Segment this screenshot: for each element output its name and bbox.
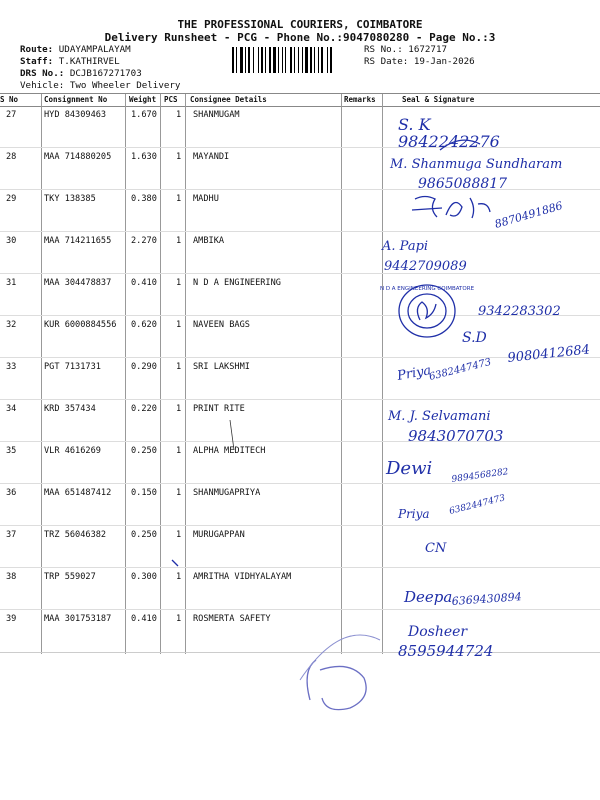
cell-weight: 1.630 (131, 152, 157, 162)
cell-sno: 36 (6, 488, 17, 498)
cell-consignment: PGT 7131731 (44, 362, 101, 372)
cell-sno: 39 (6, 614, 17, 624)
cell-weight: 0.220 (131, 404, 157, 414)
cell-sno: 33 (6, 362, 17, 372)
rs-date-label: RS Date: (364, 56, 409, 67)
cell-pcs: 1 (176, 194, 182, 204)
cell-consignee: MURUGAPPAN (193, 530, 245, 540)
signature-r30-name: A. Papi (382, 239, 429, 254)
stray-mark (172, 560, 178, 566)
route-label: Route: (20, 44, 54, 55)
col-header-weight: Weight (129, 95, 157, 104)
cell-sno: 29 (6, 194, 17, 204)
cell-consignment: MAA 301753187 (44, 614, 112, 624)
seal-text: N D A ENGINEERING COIMBATORE (379, 286, 475, 292)
seal-scribble (417, 302, 436, 320)
cell-consignee: AMBIKA (193, 236, 225, 246)
cell-pcs: 1 (176, 110, 182, 120)
signature-r29-phone: 8870491886 (493, 199, 565, 231)
signature-r37-mark: CN (425, 541, 447, 556)
signature-r39-name: Dosheer (408, 624, 468, 640)
cell-consignment: VLR 4616269 (44, 446, 101, 456)
cell-sno: 37 (6, 530, 17, 540)
cell-weight: 1.670 (131, 110, 157, 120)
stray-mark (230, 420, 234, 450)
cell-weight: 0.250 (131, 446, 157, 456)
cell-consignee: NAVEEN BAGS (193, 320, 250, 330)
cell-pcs: 1 (176, 572, 182, 582)
cell-pcs: 1 (176, 614, 182, 624)
cell-sno: 38 (6, 572, 17, 582)
signature-r36-name: Priya (398, 507, 430, 521)
signature-r32-phone: 9080412684 (506, 342, 591, 366)
cell-sno: 35 (6, 446, 17, 456)
cell-consignment: MAA 714211655 (44, 236, 112, 246)
signature-r31-phone: 9342283302 (478, 304, 561, 319)
signature-r33-phone: 6382447473 (428, 356, 493, 383)
cell-pcs: 1 (176, 488, 182, 498)
signature-r38-phone: 6369430894 (451, 590, 523, 608)
cell-weight: 0.300 (131, 572, 157, 582)
cell-consignment: KUR 6000884556 (44, 320, 117, 330)
col-header-pcs: PCS (164, 95, 178, 104)
staff-label: Staff: (20, 56, 54, 67)
cell-consignee: PRINT RITE (193, 404, 245, 414)
cell-weight: 0.290 (131, 362, 157, 372)
cell-consignee: N D A ENGINEERING (193, 278, 281, 288)
signature-r28-name: M. Shanmuga Sundharam (390, 157, 563, 172)
cell-consignee: ALPHA MEDITECH (193, 446, 266, 456)
cell-consignment: TRP 559027 (44, 572, 96, 582)
cell-weight: 0.150 (131, 488, 157, 498)
cell-weight: 0.410 (131, 614, 157, 624)
cell-pcs: 1 (176, 530, 182, 540)
cell-sno: 30 (6, 236, 17, 246)
cell-pcs: 1 (176, 362, 182, 372)
verification-swoosh (300, 635, 380, 680)
cell-pcs: 1 (176, 152, 182, 162)
cell-consignee: MAYANDI (193, 152, 230, 162)
document-title: THE PROFESSIONAL COURIERS, COIMBATORE (177, 18, 423, 31)
cell-consignment: MAA 714880205 (44, 152, 112, 162)
scribble-r29 (412, 197, 490, 219)
signature-r34-phone: 9843070703 (408, 427, 504, 445)
cell-sno: 27 (6, 110, 17, 120)
col-header-consignment: Consignment No (44, 95, 108, 104)
cell-pcs: 1 (176, 236, 182, 246)
cell-consignee: SRI LAKSHMI (193, 362, 250, 372)
cell-consignee: MADHU (193, 194, 219, 204)
col-header-consignee: Consignee Details (190, 95, 267, 104)
signature-r32-name: S.D (462, 330, 487, 346)
rs-no-value: 1672717 (408, 44, 448, 55)
cell-sno: 32 (6, 320, 17, 330)
cell-weight: 0.620 (131, 320, 157, 330)
cell-weight: 0.380 (131, 194, 157, 204)
cell-consignee: SHANMUGAPRIYA (193, 488, 261, 498)
cell-sno: 31 (6, 278, 17, 288)
drs-value: DCJB167271703 (69, 68, 142, 79)
cell-consignee: AMRITHA VIDHYALAYAM (193, 572, 292, 582)
cell-pcs: 1 (176, 404, 182, 414)
document-subtitle: Delivery Runsheet - PCG - Phone No.:9047080280 - Page No.:3 (104, 31, 496, 44)
col-header-remarks: Remarks (344, 95, 376, 104)
signature-r38-name: Deepa (404, 588, 453, 606)
cell-sno: 34 (6, 404, 17, 414)
cell-consignment: MAA 651487412 (44, 488, 112, 498)
signature-r35-name: Dewi (386, 458, 433, 479)
cell-weight: 0.250 (131, 530, 157, 540)
cell-pcs: 1 (176, 278, 182, 288)
col-header-seal: Seal & Signature (402, 95, 475, 104)
signature-r34-name: M. J. Selvamani (388, 409, 491, 424)
cell-consignment: TKY 138385 (44, 194, 96, 204)
cell-sno: 28 (6, 152, 17, 162)
rs-no-label: RS No.: (364, 44, 403, 55)
cell-consignment: MAA 304478837 (44, 278, 112, 288)
signature-r36-phone: 6382447473 (448, 493, 507, 517)
vehicle-label: Vehicle: (20, 80, 65, 91)
cell-consignment: HYD 84309463 (44, 110, 107, 120)
cell-weight: 2.270 (131, 236, 157, 246)
rs-date-value: 19-Jan-2026 (413, 56, 475, 67)
signature-r33-name: Priya (396, 363, 433, 384)
vehicle-value: Two Wheeler Delivery (69, 80, 181, 91)
route-value: UDAYAMPALAYAM (58, 44, 131, 55)
signature-r28-phone: 9865088817 (418, 176, 508, 192)
signature-r27-phone: 9842242276 (398, 132, 500, 151)
drs-label: DRS No.: (20, 68, 65, 79)
cell-consignee: ROSMERTA SAFETY (193, 614, 271, 624)
staff-value: T.KATHIRVEL (58, 56, 120, 67)
cell-consignee: SHANMUGAM (193, 110, 240, 120)
col-header-sno: S No (0, 95, 19, 104)
signature-r39-phone: 8595944724 (398, 642, 494, 660)
signature-r35-phone: 9894568282 (451, 467, 510, 485)
signature-r30-phone: 9442709089 (384, 259, 467, 274)
cell-pcs: 1 (176, 446, 182, 456)
cell-pcs: 1 (176, 320, 182, 330)
verification-tick (307, 660, 366, 710)
cell-consignment: TRZ 56046382 (44, 530, 107, 540)
cell-weight: 0.410 (131, 278, 157, 288)
cell-consignment: KRD 357434 (44, 404, 96, 414)
signature-r27-name: S. K (398, 115, 431, 134)
